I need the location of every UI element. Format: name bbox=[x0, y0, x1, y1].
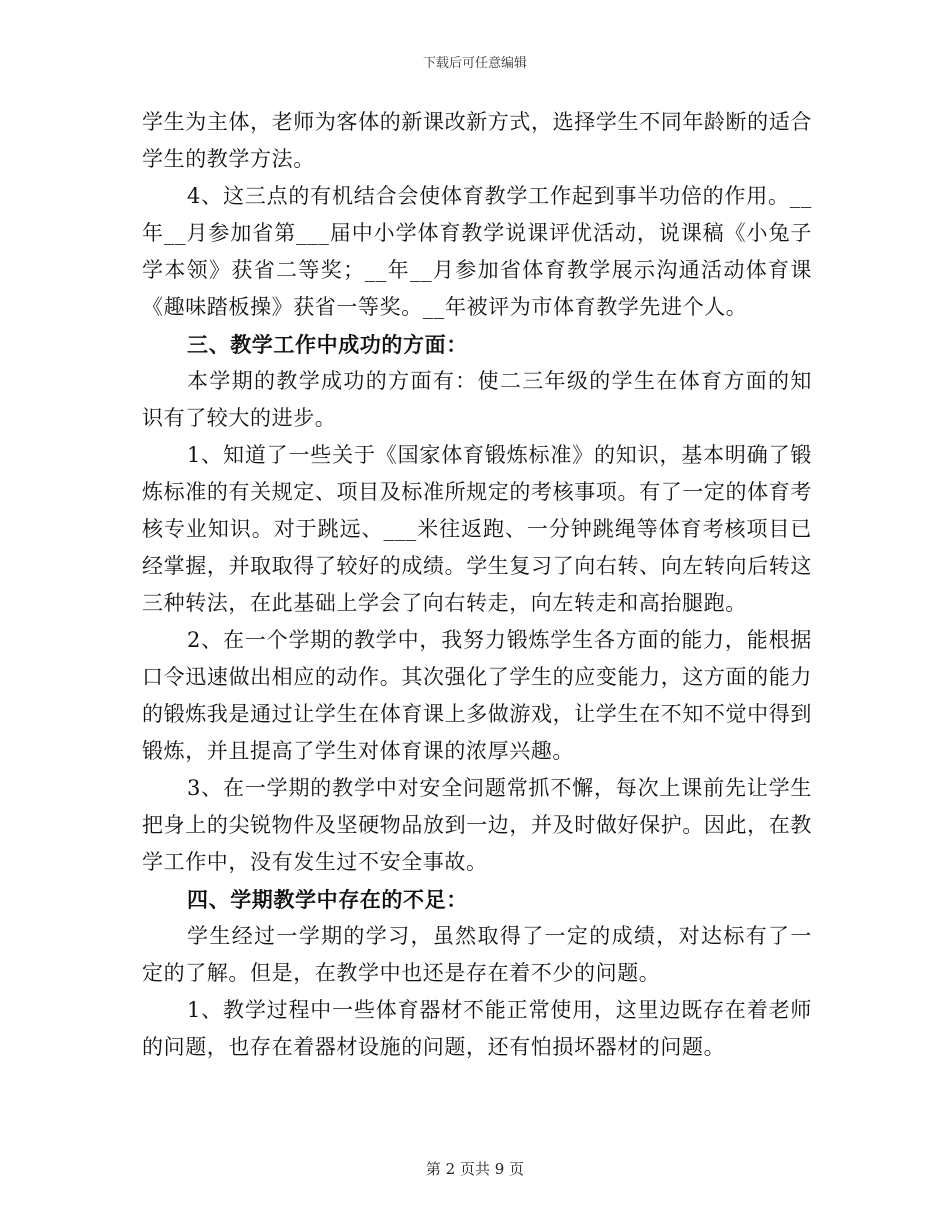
paragraph-shortcomings-1: 1、教学过程中一些体育器材不能正常使用，这里边既存在着老师的问题，也存在着器材设施的问题，还有怕损坏器材的问题。 bbox=[142, 998, 812, 1059]
paragraph-continued: 学生为主体，老师为客体的新课改新方式，选择学生不同年龄断的适合学生的教学方法。 bbox=[142, 110, 812, 171]
paragraph-point-4: 4、这三点的有机结合会使体育教学工作起到事半功倍的作用。__年__月参加省第___届中小学体育教学说课评优活动，说课稿《小兔子学本领》获省二等奖；__年__月参加省体育教学展示沟通活动体育课《趣味踏板操》获省一等奖。__年被评为市体育教学先进个人。 bbox=[142, 184, 812, 319]
section-heading-success: 三、教学工作中成功的方面： bbox=[187, 332, 468, 357]
paragraph-success-3: 3、在一学期的教学中对安全问题常抓不懈，每次上课前先让学生把身上的尖锐物件及坚硬物品放到一边，并及时做好保护。因此，在教学工作中，没有发生过不安全事故。 bbox=[142, 776, 812, 874]
section-heading-shortcomings: 四、学期教学中存在的不足： bbox=[187, 887, 468, 912]
page-footer: 第 2 页共 9 页 bbox=[425, 1160, 525, 1178]
paragraph-success-1: 1、知道了一些关于《国家体育锻炼标准》的知识，基本明确了锻炼标准的有关规定、项目及标准所规定的考核事项。有了一定的体育考核专业知识。对于跳远、___米往返跑、一分钟跳绳等体育考核项目已经掌握，并取取得了较好的成绩。学生复习了向右转、向左转向后转这三种转法，在此基础上学会了向右转走，向左转走和高抬腿跑。 bbox=[142, 443, 812, 615]
document-body bbox=[142, 104, 812, 1066]
paragraph-success-intro: 本学期的教学成功的方面有：使二三年级的学生在体育方面的知识有了较大的进步。 bbox=[142, 369, 812, 430]
page-header: 下载后可任意编辑 bbox=[422, 56, 527, 71]
paragraph-shortcomings-intro: 学生经过一学期的学习，虽然取得了一定的成绩，对达标有了一定的了解。但是，在教学中也还是存在着不少的问题。 bbox=[142, 924, 812, 985]
paragraph-success-2: 2、在一个学期的教学中，我努力锻炼学生各方面的能力，能根据口令迅速做出相应的动作。其次强化了学生的应变能力，这方面的能力的锻炼我是通过让学生在体育课上多做游戏，让学生在不知不觉中得到锻炼，并且提高了学生对体育课的浓厚兴趣。 bbox=[142, 628, 812, 763]
